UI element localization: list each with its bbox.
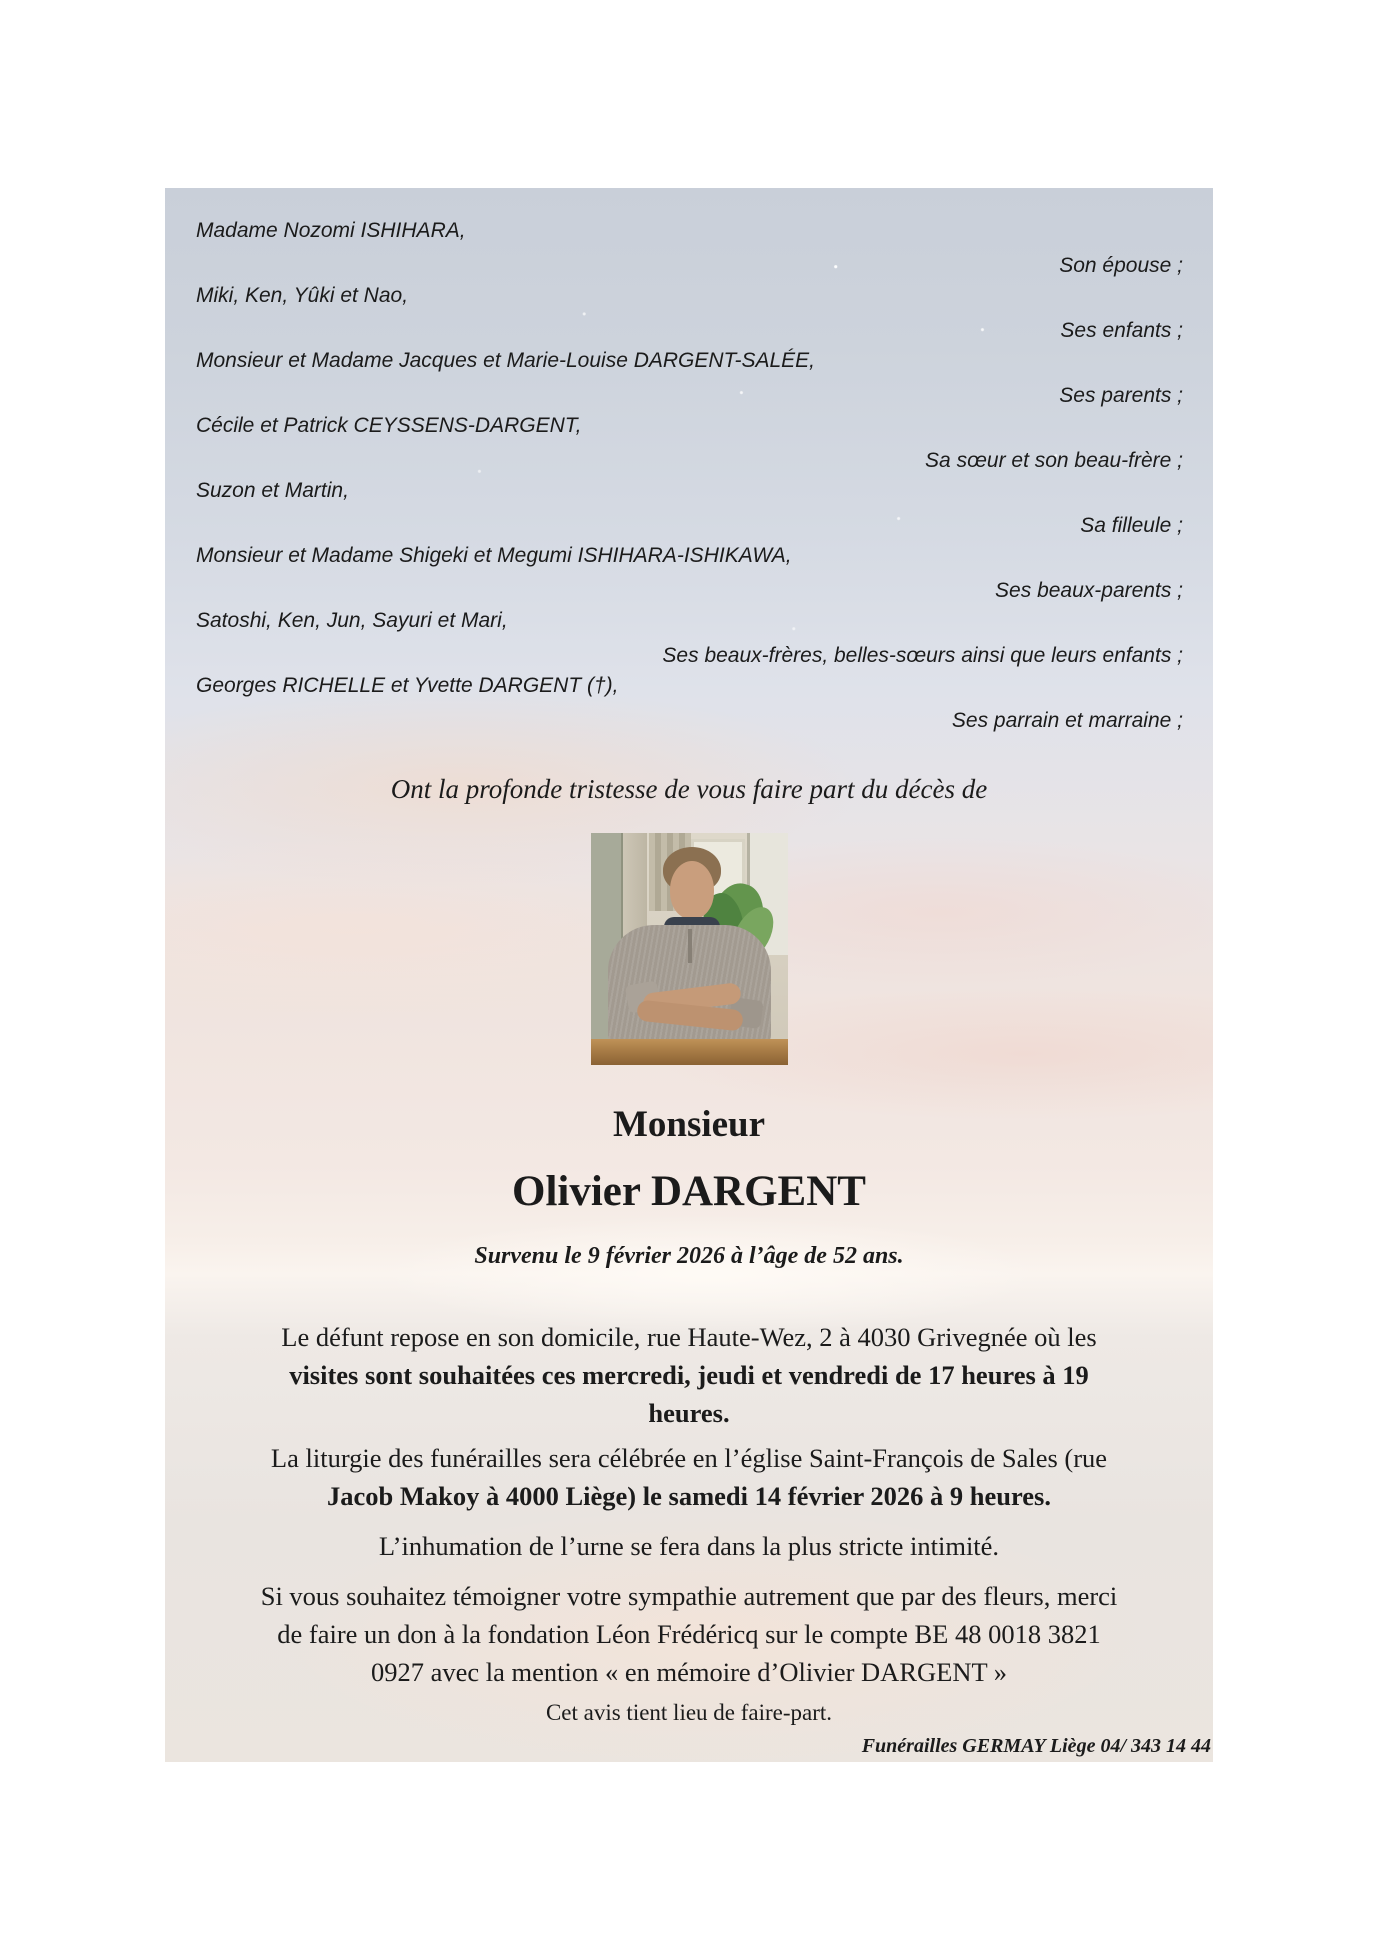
family-line-godparents (196, 669, 1183, 737)
family-relation: Ses parrain et marraine ; (951, 709, 1183, 732)
paragraph-repose (201, 1318, 1177, 1432)
paragraph-line: La liturgie des funérailles sera célébrée en l’église Saint-François de Sales (rue (270, 1443, 1108, 1473)
family-line-goddaughter (196, 474, 1183, 542)
paragraph-donation (201, 1577, 1177, 1691)
paragraph-inhumation (201, 1527, 1177, 1565)
family-relation: Sa sœur et son beau-frère ; (925, 449, 1183, 472)
paragraph-line: 0927 avec la mention « en mémoire d’Olivier DARGENT » (370, 1657, 1008, 1687)
paragraph-line: visites sont souhaitées ces mercredi, jeudi et vendredi de 17 heures à 19 (289, 1360, 1089, 1390)
paragraph-notice (201, 1698, 1177, 1728)
paragraph-line: Si vous souhaitez témoigner votre sympathie autrement que par des fleurs, merci (260, 1581, 1118, 1611)
family-name: Monsieur et Madame Shigeki et Megumi ISHIHARA-ISHIKAWA, (196, 544, 792, 567)
family-name: Madame Nozomi ISHIHARA, (196, 219, 466, 242)
civility-title: Monsieur (612, 1104, 766, 1145)
family-line-children (196, 279, 1183, 347)
family-name: Suzon et Martin, (196, 479, 349, 502)
family-relation: Ses beaux-frères, belles-sœurs ainsi que leurs enfants ; (662, 644, 1183, 667)
paragraph-line: de faire un don à la fondation Léon Frédéricq sur le compte BE 48 0018 3821 (277, 1619, 1101, 1649)
funeral-home-credit: Funérailles GERMAY Liège 04/ 343 14 44 (861, 1735, 1211, 1757)
memorial-card (165, 188, 1213, 1762)
paragraph-line: Le défunt repose en son domicile, rue Haute-Wez, 2 à 4030 Grivegnée où les (281, 1322, 1097, 1352)
family-line-siblings-in-law (196, 604, 1183, 672)
paragraph-line: Cet avis tient lieu de faire-part. (545, 1700, 833, 1725)
family-line-spouse (196, 214, 1183, 282)
paragraph-liturgy (201, 1439, 1177, 1515)
death-date-line: Survenu le 9 février 2026 à l’âge de 52 ans. (474, 1243, 904, 1269)
family-relation: Sa filleule ; (1080, 514, 1183, 537)
family-relation: Ses parents ; (1059, 384, 1183, 407)
family-line-parents (196, 344, 1183, 412)
family-relation: Ses beaux-parents ; (995, 579, 1183, 602)
paragraph-line: Jacob Makoy à 4000 Liège) le samedi 14 février 2026 à 9 heures. (327, 1481, 1051, 1511)
portrait-zip-shape (688, 929, 692, 963)
family-relation: Ses enfants ; (1060, 319, 1183, 342)
paragraph-line: L’inhumation de l’urne se fera dans la plus stricte intimité. (378, 1531, 1000, 1561)
family-relation: Son épouse ; (1059, 254, 1183, 277)
portrait-photo (591, 833, 788, 1065)
table-shape (591, 1039, 788, 1065)
paragraph-line: heures. (648, 1398, 730, 1428)
family-name: Monsieur et Madame Jacques et Marie-Louise DARGENT-SALÉE, (196, 349, 815, 372)
portrait-face-shape (670, 861, 714, 919)
family-name: Cécile et Patrick CEYSSENS-DARGENT, (196, 414, 582, 437)
family-name: Miki, Ken, Yûki et Nao, (196, 284, 409, 307)
family-line-sister (196, 409, 1183, 477)
deceased-name: Olivier DARGENT (512, 1168, 866, 1215)
family-name: Georges RICHELLE et Yvette DARGENT (†), (196, 674, 619, 697)
family-name: Satoshi, Ken, Jun, Sayuri et Mari, (196, 609, 508, 632)
announcement-line: Ont la profonde tristesse de vous faire part du décès de (390, 774, 988, 804)
family-line-parents-in-law (196, 539, 1183, 607)
